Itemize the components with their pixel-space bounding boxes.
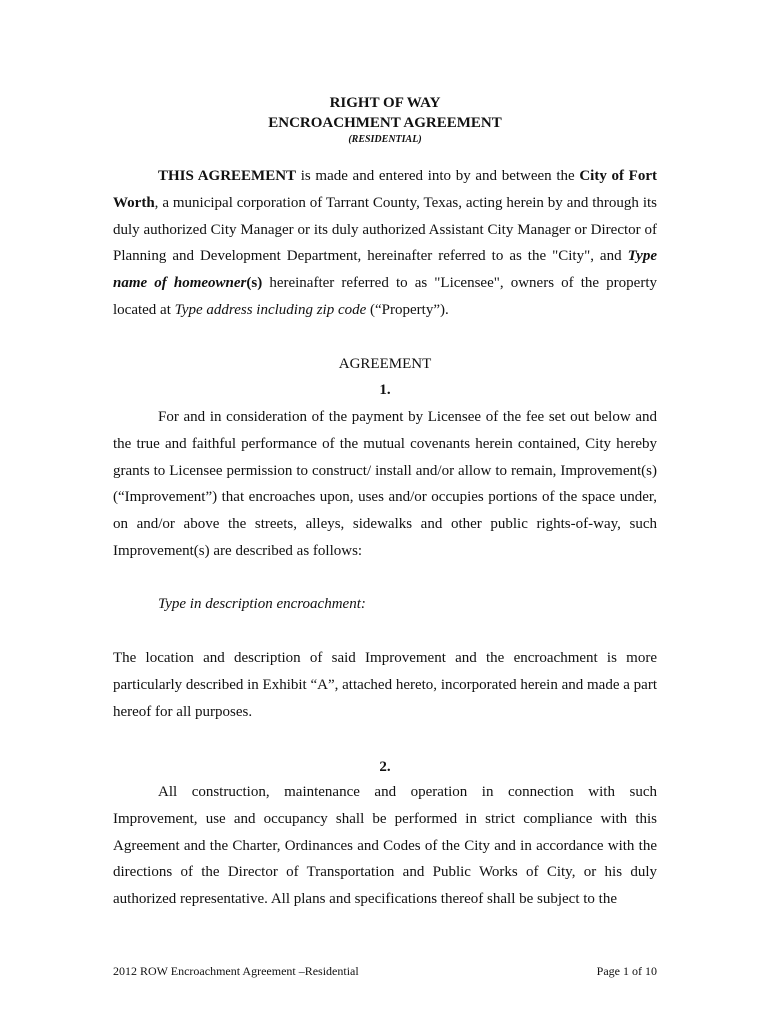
agreement-heading: AGREEMENT: [338, 356, 432, 372]
section-2-number: 2.: [379, 759, 391, 775]
intro-text-4: (“Property”).: [366, 301, 449, 318]
description-placeholder[interactable]: Type in description encroachment:: [158, 596, 366, 612]
footer-document-name: 2012 ROW Encroachment Agreement –Residential: [113, 964, 359, 978]
title-line-1: RIGHT OF WAY: [329, 95, 441, 111]
section-1-paragraph: For and in consideration of the payment by Licensee of the fee set out below and the true and faithful performance of the mutual covenants herein contained, City hereby grants to Licensee permission to construct/ install and/or allow to remain, Improvement(s) (“Improvement”) that encroaches upon, uses and/or occupies portions of the space under, on and/or above the streets, alleys, sidewalks and other public rights-of-way, such Improvement(s) are described as follows:: [113, 409, 657, 559]
location-paragraph: The location and description of said Improvement and the encroachment is more particularly described in Exhibit “A”, attached hereto, incorporated herein and made a part hereof for all purposes.: [113, 650, 657, 720]
intro-text-2: , a municipal corporation of Tarrant County, Texas, acting herein by and through its duly authorized City Manager or its duly authorized Assistant City Manager or Director of Planning and Development Department, hereinafter referred to as the "City", and: [113, 194, 657, 265]
title-line-2: ENCROACHMENT AGREEMENT: [268, 115, 502, 131]
footer-page-number: Page 1 of 10: [596, 964, 657, 978]
this-agreement-label: THIS AGREEMENT: [158, 168, 297, 184]
intro-paragraph: [113, 163, 657, 324]
city-name: City of Fort Worth: [113, 168, 657, 211]
section-2-paragraph: All construction, maintenance and operation in connection with such Improvement, use and occupancy shall be performed in strict compliance with this Agreement and the Charter, Ordinances and Codes of the City and in accordance with the directions of the Director of Transportation and Public Works of City, or his duly authorized representative. All plans and specifications thereof shall be subject to the: [113, 784, 657, 908]
intro-text-3: hereinafter referred to as "Licensee", owners of the property located at: [113, 275, 657, 318]
address-placeholder[interactable]: Type address including zip code: [174, 301, 367, 318]
homeowner-suffix: (s): [246, 275, 263, 292]
intro-text-1: is made and entered into by and between the: [296, 168, 580, 184]
document-title: [113, 93, 657, 147]
section-1-number: 1.: [379, 382, 391, 398]
homeowner-name-placeholder[interactable]: Type name of homeowner: [113, 248, 657, 292]
document-subtitle: (RESIDENTIAL): [348, 134, 422, 145]
